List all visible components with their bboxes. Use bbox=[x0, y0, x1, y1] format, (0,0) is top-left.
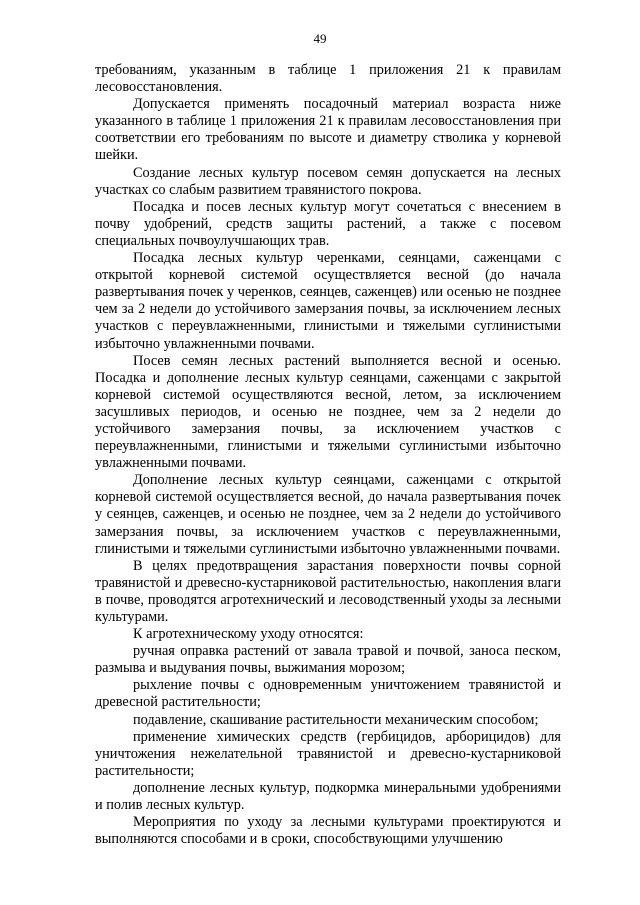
paragraph: К агротехническому уходу относятся: bbox=[133, 626, 364, 643]
paragraph: Посадка и посев лесных культур могут сочетаться с внесением в почву удобрений, средств защиты растений, а также с посевом специальных почвоулучшающих трав. bbox=[95, 198, 561, 249]
list-item: рыхление почвы с одновременным уничтожением травянистой и древесной растительности; bbox=[95, 677, 561, 711]
paragraph: Дополнение лесных культур сеянцами, саженцами с открытой корневой системой осуществляется весной, до начала развертывания почек у сеянцев, саженцев, и осенью не позднее, чем за 2 недели до устойчивого замерзания почвы, за исключением участков с переувлажненными, глинистыми и тяжелыми суглинистыми избыточно увлажненными почвами. bbox=[95, 472, 561, 557]
paragraph: В целях предотвращения зарастания поверхности почвы сорной травянистой и древесно-кустарниковой растительностью, накопления влаги в почве, проводятся агротехнический и лесоводственный уходы за лесными культурами. bbox=[95, 557, 561, 625]
page-number: 49 bbox=[313, 31, 327, 46]
list-item: дополнение лесных культур, подкормка минеральными удобрениями и полив лесных культур. bbox=[95, 779, 561, 814]
body-text bbox=[95, 62, 561, 848]
paragraph: Посев семян лесных растений выполняется весной и осенью. Посадка и дополнение лесных культур сеянцами, саженцами с закрытой корневой системой осуществляются весной, летом, за исключением засушливых периодов, и осенью не позднее, чем за 2 недели до устойчивого замерзания почвы, за исключением участков с переувлажненными, глинистыми и тяжелыми суглинистыми избыточно увлажненными почвами. bbox=[95, 352, 561, 472]
list-item: подавление, скашивание растительности механическим способом; bbox=[133, 711, 539, 728]
paragraph: Допускается применять посадочный материал возраста ниже указанного в таблице 1 приложения 21 к правилам лесовосстановления при соответствии его требованиям по высоте и диаметру стволика у корневой шейки. bbox=[95, 96, 561, 164]
list-item: применение химических средств (гербицидов, арборицидов) для уничтожения нежелательной травянистой и древесно-кустарниковой растительности; bbox=[95, 728, 561, 779]
paragraph: требованиям, указанным в таблице 1 приложения 21 к правилам лесовосстановления. bbox=[95, 62, 561, 96]
list-item: ручная оправка растений от завала травой и почвой, заноса песком, размыва и выдувания почвы, выжимания морозом; bbox=[95, 643, 561, 677]
paragraph: Создание лесных культур посевом семян допускается на лесных участках со слабым развитием травянистого покрова. bbox=[95, 164, 561, 198]
paragraph: Мероприятия по уходу за лесными культурами проектируются и выполняются способами и в сроки, способствующими улучшению bbox=[95, 814, 561, 848]
paragraph: Посадка лесных культур черенками, сеянцами, саженцами с открытой корневой системой осуществляется весной (до начала развертывания почек у черенков, сеянцев, саженцев) или осенью не позднее чем за 2 недели до устойчивого замерзания почвы, за исключением лесных участков с переувлажненными, глинистыми и тяжелыми суглинистыми избыточно увлажненными почвами. bbox=[95, 250, 561, 352]
